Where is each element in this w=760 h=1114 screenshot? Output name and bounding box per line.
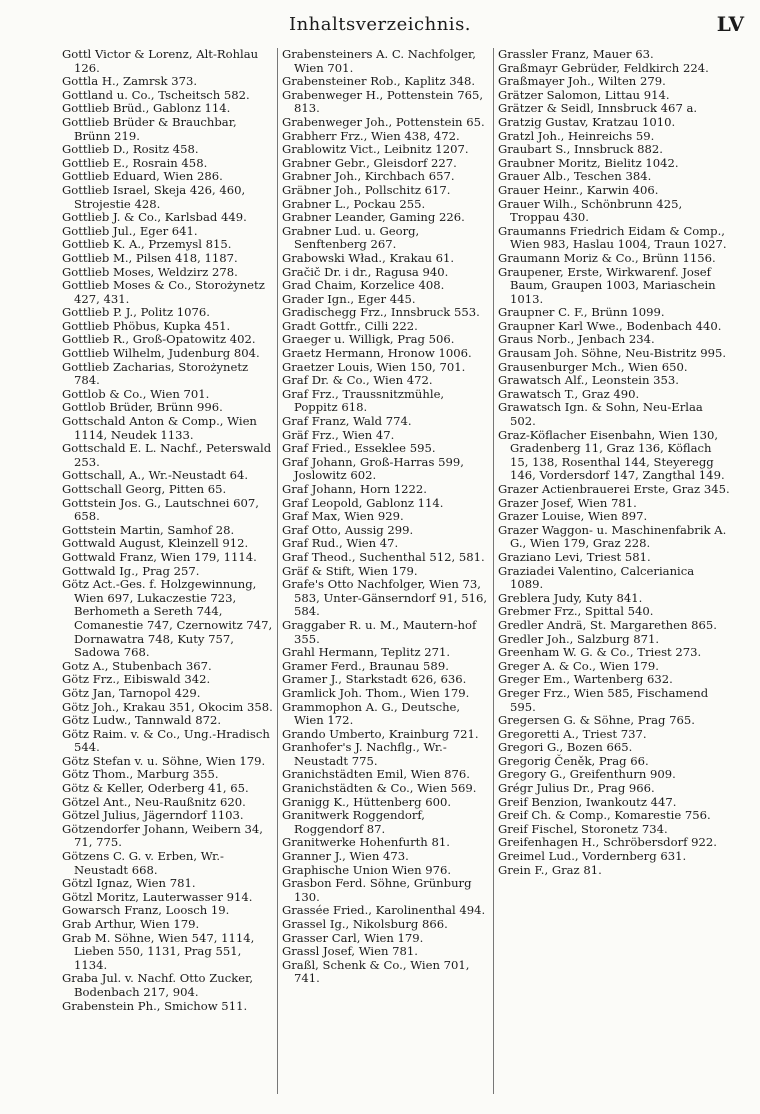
index-entry: Gredler Joh., Salzburg 871. xyxy=(498,631,660,646)
index-entry: Greif Fischel, Storonetz 734. xyxy=(498,821,668,836)
index-entry: Gottlieb Eduard, Wien 286. xyxy=(62,169,223,184)
index-entry: Gräf & Stift, Wien 179. xyxy=(282,563,418,578)
index-entry: Götz Act.-Ges. f. Holzgewinnung, Wien 697, Lukaczestie 723, Berhometh a Sereth 744, Comanestie 747, Czernowitz 747, Dornawatra 748, Kuty 757, Sadowa 768. xyxy=(62,577,273,660)
index-entry: Grassel Ig., Nikolsburg 866. xyxy=(282,917,448,931)
index-entry: Graßmayer Joh., Wilten 279. xyxy=(498,74,666,89)
index-entry: Gottschald Anton & Comp., Wien 1114, Neudek 1133. xyxy=(62,414,257,442)
index-entry: Gottlieb Israel, Skeja 426, 460, Strojestie 428. xyxy=(62,182,246,211)
index-entry: Graupner Karl Wwe., Bodenbach 440. xyxy=(498,318,722,333)
index-entry: Grabner Joh., Kirchbach 657. xyxy=(282,169,455,184)
index-entry: Gottlieb R., Groß-Opatowitz 402. xyxy=(62,332,256,347)
index-entry: Gregersen G. & Söhne, Prag 765. xyxy=(498,713,695,728)
index-entry: Götz Joh., Krakau 351, Okocim 358. xyxy=(62,699,273,714)
index-entry: Gradt Gottfr., Cilli 222. xyxy=(282,318,418,333)
index-entry: Grégr Julius Dr., Prag 966. xyxy=(498,781,655,796)
index-entry: Götz Stefan v. u. Söhne, Wien 179. xyxy=(62,753,266,768)
index-entry: Graetz Hermann, Hronow 1006. xyxy=(282,346,472,361)
index-entry: Grabner Leander, Gaming 226. xyxy=(282,210,465,225)
index-entry: Gračič Dr. i dr., Ragusa 940. xyxy=(282,264,449,279)
index-entry: Grando Umberto, Krainburg 721. xyxy=(282,726,479,741)
page-header xyxy=(0,6,760,42)
index-entry: Gottlieb Wilhelm, Judenburg 804. xyxy=(62,346,260,361)
index-entry: Graf Frz., Traussnitzmühle, Poppitz 618. xyxy=(282,386,445,415)
index-entry: Graumanns Friedrich Eidam & Comp., Wien 983, Haslau 1004, Traun 1027. xyxy=(498,223,727,252)
index-entry: Grawatsch Ign. & Sohn, Neu-Erlaa 502. xyxy=(498,400,703,429)
index-entry: Grabensteiner Rob., Kaplitz 348. xyxy=(282,74,476,89)
index-entry: Götzendorfer Johann, Weibern 34, 71, 775. xyxy=(62,821,263,850)
index-entry: Graf Johann, Groß-Harras 599, Joslowitz 602. xyxy=(282,454,464,483)
index-entry: Grausam Joh. Söhne, Neu-Bistritz 995. xyxy=(498,346,727,361)
index-entry: Greifenhagen H., Schröbersdorf 922. xyxy=(498,835,717,850)
index-entry: Gottlieb Moses, Weldzirz 278. xyxy=(62,264,238,279)
index-entry: Graggaber R. u. M., Mautern-hof 355. xyxy=(282,617,477,646)
index-entry: Graf Max, Wien 929. xyxy=(282,509,404,524)
index-entry: Graetzer Louis, Wien 150, 701. xyxy=(282,359,466,374)
index-entry: Greger Frz., Wien 585, Fischamend 595. xyxy=(498,685,709,714)
index-entry: Grauer Heinr., Karwin 406. xyxy=(498,182,659,197)
index-entry: Granner J., Wien 473. xyxy=(282,849,409,864)
index-columns xyxy=(62,48,734,1096)
index-entry: Gratzig Gustav, Kratzau 1010. xyxy=(498,114,676,129)
index-entry: Gottwald Ig., Prag 257. xyxy=(62,563,200,578)
index-entry: Grasser Carl, Wien 179. xyxy=(282,930,424,945)
index-entry: Graphische Union Wien 976. xyxy=(282,862,452,877)
index-entry: Grahl Hermann, Teplitz 271. xyxy=(282,645,451,660)
index-entry: Gowarsch Franz, Loosch 19. xyxy=(62,903,230,918)
index-entry: Graupener, Erste, Wirkwarenf. Josef Baum, Graupen 1003, Mariaschein 1013. xyxy=(498,264,716,306)
index-entry: Gotz A., Stubenbach 367. xyxy=(62,658,212,673)
index-entry: Granhofer's J. Nachflg., Wr.-Neustadt 775. xyxy=(282,740,447,768)
index-entry: Grabner Lud. u. Georg, Senftenberg 267. xyxy=(282,223,420,252)
index-entry: Greblera Judy, Kuty 841. xyxy=(498,590,643,605)
index-entry: Grausenburger Mch., Wien 650. xyxy=(498,359,688,374)
index-entry: Gottlob & Co., Wien 701. xyxy=(62,386,210,401)
index-entry: Gregory G., Greifenthurn 909. xyxy=(498,767,676,782)
index-entry: Gratzl Joh., Heinreichs 59. xyxy=(498,128,655,143)
index-entry: Grazer Waggon- u. Maschinenfabrik A. G., Wien 179, Graz 228. xyxy=(498,522,727,551)
index-entry: Graf Theod., Suchenthal 512, 581. xyxy=(282,549,485,564)
index-entry: Gottla H., Zamrsk 373. xyxy=(62,74,198,89)
index-entry: Gottlieb Zacharias, Storożynetz 784. xyxy=(62,359,249,388)
index-entry: Gramlick Joh. Thom., Wien 179. xyxy=(282,685,470,700)
index-entry: Grad Chaim, Korzelice 408. xyxy=(282,278,445,293)
index-entry: Götzel Ant., Neu-Raußnitz 620. xyxy=(62,794,246,809)
index-entry: Greif Ch. & Comp., Komarestie 756. xyxy=(498,808,711,823)
index-entry: Gottschald E. L. Nachf., Peterswald 253. xyxy=(62,441,272,469)
index-entry: Gottlob Brüder, Brünn 996. xyxy=(62,400,223,415)
index-entry: Götzel Julius, Jägerndorf 1103. xyxy=(62,808,244,823)
index-entry: Götz Thom., Marburg 355. xyxy=(62,767,219,782)
index-entry: Grätzer Salomon, Littau 914. xyxy=(498,87,670,102)
index-entry: Gregori G., Bozen 665. xyxy=(498,740,633,755)
index-entry: Grasbon Ferd. Söhne, Grünburg 130. xyxy=(282,876,472,904)
index-entry: Graba Jul. v. Nachf. Otto Zucker, Bodenbach 217, 904. xyxy=(62,971,254,999)
index-entry: Götzl Ignaz, Wien 781. xyxy=(62,876,196,891)
index-entry: Grebmer Frz., Spittal 540. xyxy=(498,604,654,619)
index-entry: Gottwald Franz, Wien 179, 1114. xyxy=(62,549,257,564)
index-entry: Götzl Moritz, Lauterwasser 914. xyxy=(62,889,253,904)
column-divider xyxy=(277,48,278,1094)
index-entry: Grazer Actienbrauerei Erste, Graz 345. xyxy=(498,482,730,496)
index-entry: Gräbner Joh., Pollschitz 617. xyxy=(282,182,451,197)
index-entry: Grabner L., Pockau 255. xyxy=(282,196,426,211)
index-entry: Götz & Keller, Oderberg 41, 65. xyxy=(62,781,249,796)
index-entry: Gredler Andrä, St. Margarethen 865. xyxy=(498,617,717,632)
index-column-2 xyxy=(282,48,490,1094)
index-entry: Graz-Köflacher Eisenbahn, Wien 130, Gradenberg 11, Graz 136, Köflach 15, 138, Rosenthal 144, Steyeregg 146, Vordersdorf 147, Zangthal 149. xyxy=(498,427,725,483)
index-entry: Gottwald August, Kleinzell 912. xyxy=(62,536,249,551)
index-entry: Grabenstein Ph., Smichow 511. xyxy=(62,998,248,1013)
index-entry: Graupner C. F., Brünn 1099. xyxy=(498,305,665,320)
index-entry: Götz Raim. v. & Co., Ung.-Hradisch 544. xyxy=(62,726,270,755)
index-entry: Götz Ludw., Tannwald 872. xyxy=(62,713,222,728)
index-entry: Gottlieb J. & Co., Karlsbad 449. xyxy=(62,210,247,225)
index-entry: Grader Ign., Eger 445. xyxy=(282,291,416,306)
index-entry: Greger Em., Wartenberg 632. xyxy=(498,672,673,687)
index-entry: Gottl Victor & Lorenz, Alt-Rohlau 126. xyxy=(62,48,259,75)
index-entry: Graf Dr. & Co., Wien 472. xyxy=(282,373,433,388)
index-entry: Greenham W. G. & Co., Triest 273. xyxy=(498,645,702,660)
index-entry: Grassée Fried., Karolinenthal 494. xyxy=(282,903,486,918)
index-entry: Graßmayr Gebrüder, Feldkirch 224. xyxy=(498,60,709,75)
index-entry: Götz Frz., Eibiswald 342. xyxy=(62,672,211,687)
index-entry: Graf Otto, Aussig 299. xyxy=(282,522,414,537)
page-number: LV xyxy=(716,12,744,36)
index-entry: Grauer Alb., Teschen 384. xyxy=(498,169,652,184)
index-column-1 xyxy=(62,48,274,1094)
index-entry: Grabner Gebr., Gleisdorf 227. xyxy=(282,155,457,170)
index-entry: Grabherr Frz., Wien 438, 472. xyxy=(282,128,460,143)
index-entry: Graf Rud., Wien 47. xyxy=(282,536,399,551)
index-entry: Graf Johann, Horn 1222. xyxy=(282,482,427,496)
index-entry: Gottlieb Moses & Co., Storożynetz 427, 431. xyxy=(62,278,265,306)
index-entry: Grammophon A. G., Deutsche, Wien 172. xyxy=(282,699,461,728)
index-entry: Götz Jan, Tarnopol 429. xyxy=(62,685,201,700)
index-entry: Gottschall, A., Wr.-Neustadt 64. xyxy=(62,468,249,483)
index-column-3 xyxy=(498,48,730,1094)
index-entry: Gottstein Martin, Samhof 28. xyxy=(62,522,235,537)
index-entry: Grabenweger Joh., Pottenstein 65. xyxy=(282,114,485,129)
index-entry: Granitwerk Roggendorf, Roggendorf 87. xyxy=(282,808,425,836)
index-entry: Götzens C. G. v. Erben, Wr.-Neustadt 668. xyxy=(62,849,224,877)
index-entry: Grabowski Wład., Krakau 61. xyxy=(282,250,455,265)
index-entry: Graziadei Valentino, Calcerianica 1089. xyxy=(498,563,695,592)
index-entry: Gottlieb D., Rositz 458. xyxy=(62,142,199,157)
index-entry: Graf Fried., Esseklee 595. xyxy=(282,441,436,456)
index-entry: Grassl Josef, Wien 781. xyxy=(282,944,418,959)
index-entry: Grazer Josef, Wien 781. xyxy=(498,495,637,510)
index-entry: Grein F., Graz 81. xyxy=(498,862,602,877)
index-entry: Gradischegg Frz., Innsbruck 553. xyxy=(282,305,480,320)
index-entry: Graf Franz, Wald 774. xyxy=(282,414,412,429)
index-entry: Gottland u. Co., Tscheitsch 582. xyxy=(62,87,250,102)
page-title: Inhaltsverzeichnis. xyxy=(288,14,472,35)
index-entry: Greif Benzion, Iwankoutz 447. xyxy=(498,794,677,809)
index-entry: Granichstädten Emil, Wien 876. xyxy=(282,767,470,782)
index-entry: Gramer J., Starkstadt 626, 636. xyxy=(282,672,467,687)
index-entry: Graubner Moritz, Bielitz 1042. xyxy=(498,155,679,170)
index-entry: Grätzer & Seidl, Innsbruck 467 a. xyxy=(498,101,698,116)
index-entry: Grabenweger H., Pottenstein 765, 813. xyxy=(282,87,484,116)
index-entry: Gottlieb E., Rosrain 458. xyxy=(62,155,208,170)
index-entry: Grablowitz Vict., Leibnitz 1207. xyxy=(282,142,469,157)
index-entry: Graziano Levi, Triest 581. xyxy=(498,549,651,564)
index-entry: Gottlieb Jul., Eger 641. xyxy=(62,223,198,238)
index-entry: Graf Leopold, Gablonz 114. xyxy=(282,495,444,510)
index-entry: Grafe's Otto Nachfolger, Wien 73, 583, Unter-Gänserndorf 91, 516, 584. xyxy=(282,577,488,619)
index-entry: Grab Arthur, Wien 179. xyxy=(62,917,200,931)
index-entry: Gottlieb P. J., Politz 1076. xyxy=(62,305,210,320)
index-entry: Gottstein Jos. G., Lautschnei 607, 658. xyxy=(62,495,259,524)
index-entry: Grawatsch Alf., Leonstein 353. xyxy=(498,373,679,388)
index-entry: Greger A. & Co., Wien 179. xyxy=(498,658,659,673)
index-entry: Granichstädten & Co., Wien 569. xyxy=(282,781,477,796)
index-entry: Gräf Frz., Wien 47. xyxy=(282,427,395,442)
column-divider xyxy=(493,48,494,1094)
index-entry: Grassler Franz, Mauer 63. xyxy=(498,48,654,61)
index-entry: Greimel Lud., Vordernberg 631. xyxy=(498,849,687,864)
index-entry: Graubart S., Innsbruck 882. xyxy=(498,142,663,157)
index-entry: Gottlieb Brüder & Brauchbar, Brünn 219. xyxy=(62,114,237,143)
index-entry: Grauer Wilh., Schönbrunn 425, Troppau 430. xyxy=(498,196,683,225)
index-entry: Granitwerke Hohenfurth 81. xyxy=(282,835,450,850)
index-entry: Gregorig Čeněk, Prag 66. xyxy=(498,753,649,768)
index-entry: Grab M. Söhne, Wien 547, 1114, Lieben 550, 1131, Prag 551, 1134. xyxy=(62,930,255,972)
index-entry: Graus Norb., Jenbach 234. xyxy=(498,332,655,347)
index-entry: Graumann Moriz & Co., Brünn 1156. xyxy=(498,250,716,265)
index-entry: Granigg K., Hüttenberg 600. xyxy=(282,794,452,809)
index-entry: Gottlieb Brüd., Gablonz 114. xyxy=(62,101,231,116)
index-entry: Gottschall Georg, Pitten 65. xyxy=(62,482,227,496)
index-entry: Grazer Louise, Wien 897. xyxy=(498,509,648,524)
index-entry: Grawatsch T., Graz 490. xyxy=(498,386,640,401)
index-entry: Gramer Ferd., Braunau 589. xyxy=(282,658,449,673)
index-entry: Gottlieb M., Pilsen 418, 1187. xyxy=(62,250,238,265)
index-entry: Gregoretti A., Triest 737. xyxy=(498,726,647,741)
index-entry: Gottlieb Phöbus, Kupka 451. xyxy=(62,318,231,333)
index-entry: Gottlieb K. A., Przemysl 815. xyxy=(62,237,232,252)
index-entry: Graßl, Schenk & Co., Wien 701, 741. xyxy=(282,957,470,986)
index-entry: Grabensteiners A. C. Nachfolger, Wien 701. xyxy=(282,48,476,75)
index-entry: Graeger u. Willigk, Prag 506. xyxy=(282,332,455,347)
